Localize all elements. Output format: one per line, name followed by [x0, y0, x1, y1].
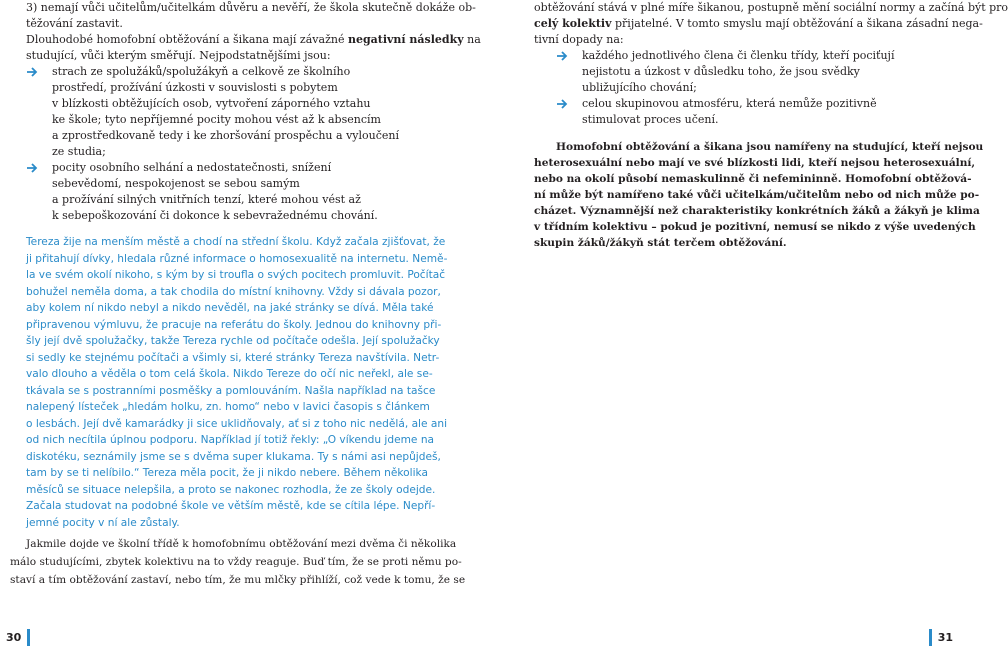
bullet-line: v blízkosti obtěžujících osob, vytvoření záporného vztahu — [52, 97, 371, 110]
highlight-line: Homofobní obtěžování a šikana jsou namířeny na studující, kteří nejsou — [556, 141, 984, 153]
story-line: Začala studovat na podobné škole ve větším městě, kde se cítila lépe. Nepří- — [26, 500, 436, 512]
story-line: nalepený lísteček „hledám holku, zn. homo“ nebo v lavici časopis s článkem — [26, 401, 430, 413]
story-line: aby kolem ní nikdo nebyl a nikdo nevěděl, na jaké stránky se dívá. Měla také — [26, 302, 434, 314]
story-line: bohužel neměla doma, a tak chodila do místní knihovny. Vždy si dávala pozor, — [26, 285, 441, 298]
consequences-text: na — [463, 33, 481, 46]
right-intro-line — [534, 16, 983, 32]
right-intro-line: tivní dopady na: — [534, 33, 624, 46]
bullet-line: k sebepoškozování či dokonce k sebevražednému chování. — [52, 209, 378, 222]
bottom-paragraph — [10, 535, 466, 589]
consequences-text: Dlouhodobé homofobní obtěžování a šikana mají závažné — [26, 33, 348, 46]
left-column — [26, 0, 481, 224]
bullet-line: každého jednotlivého člena či členku třídy, kteří pociťují — [582, 49, 895, 62]
bullet-line: prostředí, prožívání úzkosti v souvislosti s pobytem — [52, 81, 338, 94]
arrow-right-icon — [26, 162, 38, 174]
story-line: měsíců se situace nelepšila, a proto se nakonec rozhodla, že ze školy odejde. — [26, 483, 436, 496]
bullet-line: sebevědomí, nespokojenost se sebou samým — [52, 177, 300, 190]
story-line: tam by se ti nelíbilo.“ Tereza měla pocit, že ji nikdo nebere. Během několika — [26, 467, 428, 479]
right-intro-line: obtěžování stává v plné míře šikanou, postupně mění sociální normy a začíná být pro — [534, 1, 1008, 14]
bullet-line: ubližujícího chování; — [582, 81, 697, 94]
paragraph-line: Jakmile dojde ve školní třídě k homofobnímu obtěžování mezi dvěma či několika — [26, 538, 457, 550]
story-line: diskotéku, seznámily jsme se s dvěma super klukama. Ty s námi asi nepůjdeš, — [26, 450, 441, 463]
page-number-bar — [27, 629, 30, 646]
story-line: tkávala se s postranními posměšky a pomlouváním. Našla například na tašce — [26, 384, 436, 397]
bullet-line: a zprostředkovaně tedy i ke zhoršování prospěchu a vyloučení — [52, 129, 399, 142]
arrow-right-icon — [556, 50, 568, 62]
highlight-line: heterosexuální nebo mají ve své blízkosti lidi, kteří nejsou heterosexuální, — [534, 157, 976, 169]
highlight-paragraph — [534, 139, 984, 251]
story-line: od nich necítila úplnou podporu. Například jí totiž řekly: „O víkendu jdeme na — [26, 434, 435, 446]
page-number-right — [929, 629, 959, 646]
arrow-right-icon — [26, 66, 38, 78]
highlight-line: ní může být namířeno také vůči učitelkám/učitelům nebo od nich může po- — [534, 189, 980, 201]
page-number-left — [0, 629, 30, 646]
bullet-line: ke škole; tyto nepříjemné pocity mohou vést až k absencím — [52, 113, 381, 126]
story-line: o lesbách. Její dvě kamarádky ji sice uklidňovaly, ať si z toho nic nedělá, ale ani — [26, 417, 448, 430]
highlight-line: v třídním kolektivu – pokud je pozitivní, nemusí se nikdo z výše uvedených — [534, 221, 976, 233]
story-line: ji přitahují dívky, hledala různé informace o homosexualitě na internetu. Nemě- — [26, 252, 448, 265]
intro-line: 3) nemají vůči učitelům/učitelkám důvěru a nevěří, že škola skutečně dokáže ob- — [26, 1, 476, 14]
highlight-line: skupin žáků/žákyň stát terčem obtěžování. — [534, 237, 787, 249]
right-column — [534, 0, 1008, 128]
story-line: šly její dvě spolužačky, takže Tereza rychle od počítače odešla. Její spolužačky — [26, 335, 440, 347]
bullet-line: celou skupinovou atmosféru, která nemůže pozitivně — [582, 97, 877, 110]
bullet-line: pocity osobního selhání a nedostatečnosti, snížení — [52, 161, 332, 174]
arrow-right-icon — [556, 98, 568, 110]
page-number-text: 31 — [937, 631, 953, 644]
highlight-line: nebo na okolí působí nemaskulinně či nefemininně. Homofobní obtěžová- — [534, 173, 972, 185]
bullet-line: strach ze spolužáků/spolužákyň a celkově ze školního — [52, 65, 351, 78]
story-line: si sedly ke stejnému počítači a všimly si, které stránky Tereza navštívila. Netr- — [26, 351, 440, 364]
bullet-item — [534, 96, 958, 128]
bullet-line: ze studia; — [52, 145, 106, 158]
bullet-item — [534, 48, 958, 96]
consequences-line — [26, 32, 481, 48]
bullet-line: stimulovat proces učení. — [582, 113, 719, 126]
bullet-item — [26, 160, 436, 224]
bullet-item — [26, 64, 436, 160]
paragraph-line: staví a tím obtěžování zastaví, nebo tím, že mu mlčky přihlíží, což vede k tomu, že se — [10, 574, 466, 586]
paragraph-line: málo studujícími, zbytek kolektivu na to vždy reaguje. Buď tím, že se proti němu po- — [10, 556, 462, 568]
bullet-line: nejistotu a úzkost v důsledku toho, že jsou svědky — [582, 65, 860, 78]
consequences-line: studující, vůči kterým směřují. Nejpodstatnějšími jsou: — [26, 49, 331, 62]
consequences-bold: negativní následky — [347, 33, 464, 46]
case-story — [26, 234, 448, 531]
story-line: jemné pocity v ní ale zůstaly. — [26, 516, 180, 529]
page-number-text: 30 — [6, 631, 22, 644]
story-line: Tereza žije na menším městě a chodí na střední školu. Když začala zjišťovat, že — [26, 236, 446, 248]
right-intro-bold: celý kolektiv — [534, 17, 612, 30]
highlight-line: cházet. Významnější než charakteristiky konkrétních žáků a žákyň je klima — [534, 205, 980, 217]
story-line: la ve svém okolí nikoho, s kým by si troufla o svých pocitech promluvit. Počítač — [26, 269, 446, 281]
story-line: připravenou výmluvu, že pracuje na referátu do školy. Jednou do knihovny při- — [26, 318, 442, 331]
bullet-line: a prožívání silných vnitřních tenzí, které mohou vést až — [52, 193, 361, 206]
right-intro-text: přijatelné. V tomto smyslu mají obtěžování a šikana zásadní nega- — [611, 17, 983, 30]
story-line: valo dlouho a věděla o tom celá škola. Nikdo Tereze do očí nic neřekl, ale se- — [26, 368, 433, 380]
intro-line: těžování zastavit. — [26, 17, 123, 30]
